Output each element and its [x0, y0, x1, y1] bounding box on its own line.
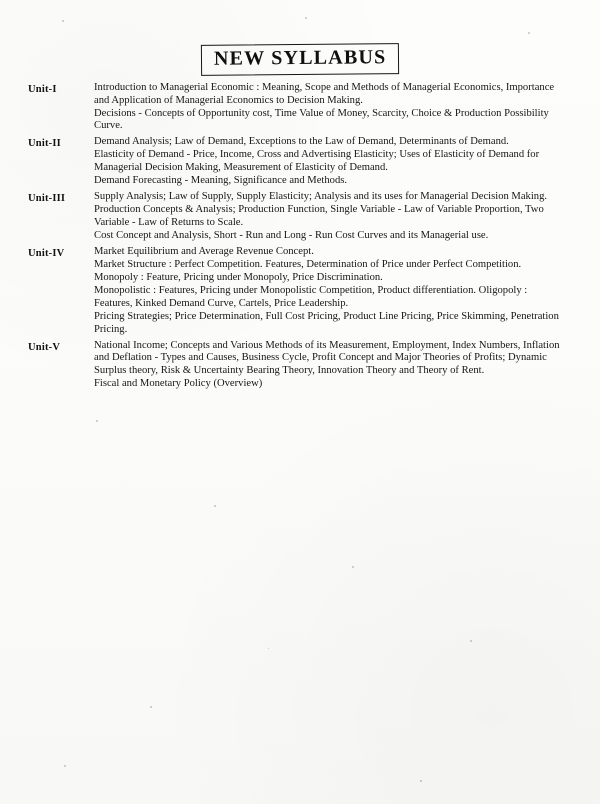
unit-paragraph: Introduction to Managerial Economic : Meaning, Scope and Methods of Managerial Economics, Importance and Application of Managerial Economics to Decision Making. [94, 82, 555, 106]
unit-paragraph: Fiscal and Monetary Policy (Overview) [94, 378, 263, 390]
unit-block [28, 82, 568, 133]
unit-label: Unit-II [28, 138, 61, 150]
unit-body [90, 191, 568, 243]
document-title-container [0, 44, 600, 75]
unit-paragraph: Market Structure : Perfect Competition. Features, Determination of Price under Perfect Competition. [94, 259, 522, 271]
unit-paragraph: Cost Concept and Analysis, Short - Run and Long - Run Cost Curves and its Managerial use. [94, 230, 489, 242]
unit-block [28, 191, 568, 243]
scan-speckle [64, 765, 66, 767]
scan-speckle [470, 640, 472, 642]
scan-speckle [305, 17, 307, 19]
title-box [201, 43, 400, 76]
unit-paragraph: Production Concepts & Analysis; Production Function, Single Variable - Law of Variable Proportion, Two Variable - Law of Returns to Scale. [94, 204, 544, 228]
unit-label: Unit-V [28, 341, 61, 353]
unit-paragraph: Pricing Strategies; Price Determination, Full Cost Pricing, Product Line Pricing, Price Skimming, Penetration Pricing. [94, 311, 559, 335]
syllabus-content [28, 82, 568, 392]
unit-paragraph: Monopolistic : Features, Pricing under Monopolistic Competition, Product differentiation. Oligopoly : Features, Kinked Demand Curve, Cartels, Price Leadership. [94, 285, 528, 309]
scan-speckle [528, 32, 530, 34]
scan-speckle [420, 780, 422, 782]
unit-block [28, 246, 568, 337]
unit-paragraph: Demand Analysis; Law of Demand, Exceptions to the Law of Demand, Determinants of Demand. [94, 136, 509, 148]
unit-body [90, 82, 568, 133]
unit-paragraph: Monopoly : Feature, Pricing under Monopoly, Price Discrimination. [94, 272, 383, 284]
unit-body [90, 136, 568, 188]
unit-paragraph: Demand Forecasting - Meaning, Significance and Methods. [94, 175, 348, 187]
unit-paragraph: Elasticity of Demand - Price, Income, Cross and Advertising Elasticity; Uses of Elasticity of Demand for Managerial Decision Making, Measurement of Elasticity of Demand. [94, 149, 540, 174]
scan-speckle [150, 706, 152, 708]
unit-block [28, 340, 568, 391]
unit-paragraph: National Income; Concepts and Various Methods of its Measurement, Employment, Index Numbers, Inflation and Deflation - Types and Causes, Business Cycle, Profit Concept and Major Theories of Profits; Dynamic Surplus theory, Risk & Uncertainty Bearing Theory, Innovation Theory and Theory of Rent. [94, 339, 560, 376]
unit-label: Unit-I [28, 84, 57, 95]
scan-speckle [62, 20, 64, 22]
unit-label: Unit-IV [28, 248, 65, 260]
unit-label: Unit-III [28, 193, 66, 205]
unit-body [90, 340, 568, 391]
unit-body [90, 246, 568, 337]
scan-speckle [268, 648, 269, 649]
scan-speckle [352, 566, 354, 568]
unit-paragraph: Supply Analysis; Law of Supply, Supply Elasticity; Analysis and its uses for Managerial Decision Making. [94, 191, 548, 203]
unit-paragraph: Decisions - Concepts of Opportunity cost, Time Value of Money, Scarcity, Choice & Production Possibility Curve. [94, 107, 549, 132]
unit-block [28, 136, 568, 188]
scan-speckle [214, 505, 216, 507]
page-title: NEW SYLLABUS [213, 46, 387, 70]
unit-paragraph: Market Equilibrium and Average Revenue Concept. [94, 246, 314, 258]
scan-speckle [96, 420, 98, 422]
